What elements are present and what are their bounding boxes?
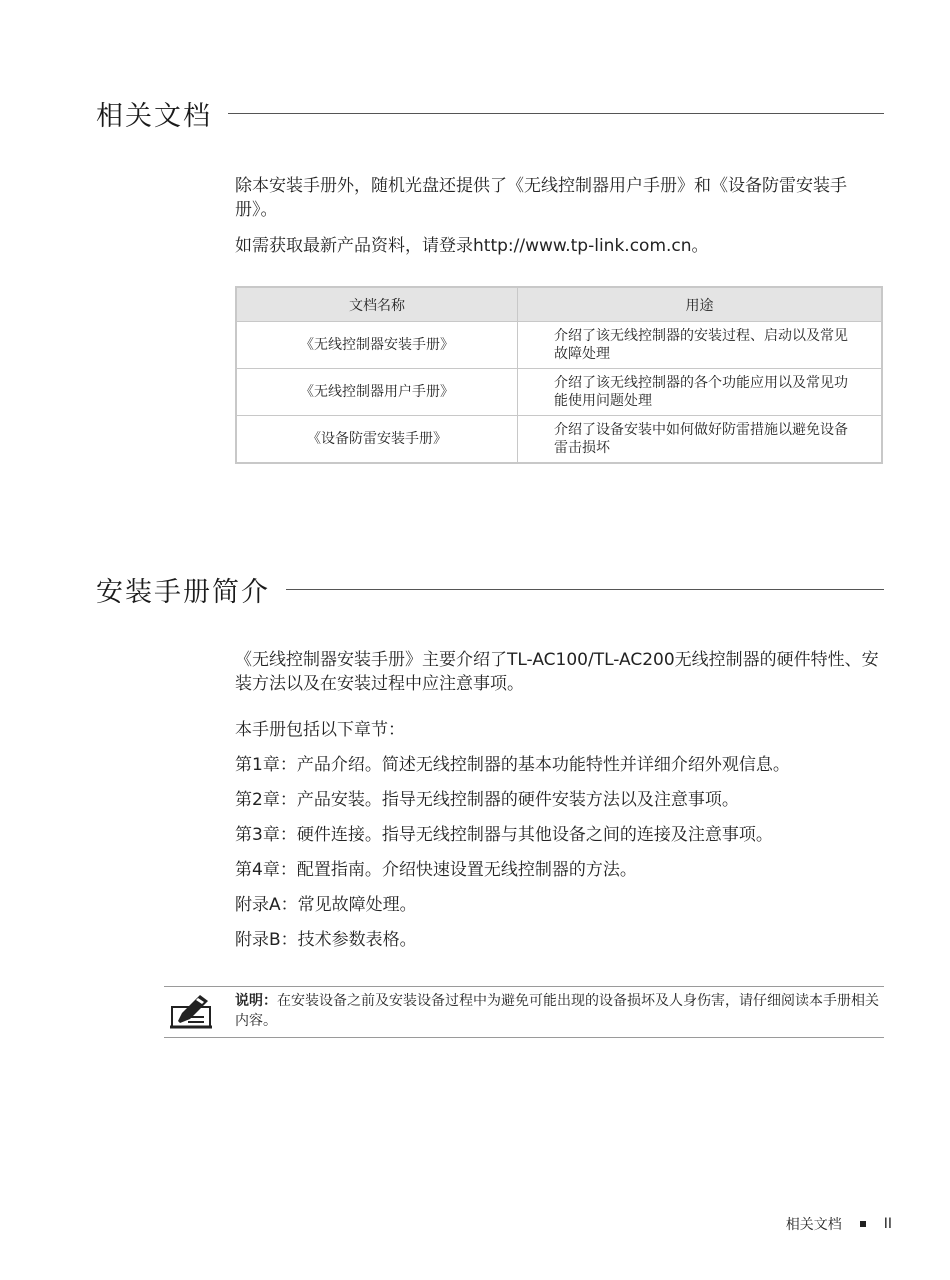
paragraph-manual-intro: 《无线控制器安装手册》主要介绍了TL-AC100/TL-AC200无线控制器的硬件特性、安装方法以及在安装过程中应注意事项。	[235, 650, 879, 694]
table-row	[236, 322, 882, 369]
note-box	[164, 986, 884, 1038]
list-item: 附录B：技术参数表格。	[235, 930, 417, 950]
section-header-manual-intro	[96, 570, 884, 609]
page-footer	[786, 1214, 892, 1234]
list-item: 附录A：常见故障处理。	[235, 895, 417, 915]
page-number: II	[883, 1216, 892, 1232]
section-title: 安装手册简介	[96, 577, 270, 608]
table-cell-name: 《无线控制器安装手册》	[236, 322, 518, 369]
table-cell-use: 介绍了该无线控制器的安装过程、启动以及常见故障处理	[518, 322, 883, 369]
table-header-row	[236, 287, 882, 322]
table-cell-name: 《无线控制器用户手册》	[236, 369, 518, 416]
chapter-list	[235, 718, 885, 963]
note-label: 说明：	[235, 993, 277, 1009]
section-rule	[228, 113, 884, 114]
footer-section-title: 相关文档	[785, 1217, 842, 1233]
column-header-use: 用途	[518, 287, 883, 322]
note-pencil-icon	[168, 993, 216, 1031]
table-cell-use: 介绍了该无线控制器的各个功能应用以及常见功能使用问题处理	[518, 369, 883, 416]
table-cell-use: 介绍了设备安装中如何做好防雷措施以避免设备雷击损坏	[518, 416, 883, 464]
paragraph-link: 如需获取最新产品资料，请登录http://www.tp-link.com.cn。	[235, 236, 709, 256]
section-title: 相关文档	[96, 101, 212, 132]
column-header-name: 文档名称	[236, 287, 518, 322]
documents-table	[235, 286, 883, 464]
list-item: 本手册包括以下章节：	[235, 720, 405, 740]
note-text	[235, 991, 885, 1031]
table-row	[236, 369, 882, 416]
section-rule	[286, 589, 884, 590]
list-item: 第1章：产品介绍。简述无线控制器的基本功能特性并详细介绍外观信息。	[235, 755, 790, 775]
footer-square-icon	[860, 1221, 866, 1227]
table-cell-name: 《设备防雷安装手册》	[236, 416, 518, 464]
list-item: 第3章：硬件连接。指导无线控制器与其他设备之间的连接及注意事项。	[235, 825, 773, 845]
list-item: 第2章：产品安装。指导无线控制器的硬件安装方法以及注意事项。	[235, 790, 739, 810]
paragraph-intro: 除本安装手册外，随机光盘还提供了《无线控制器用户手册》和《设备防雷安装手册》。	[235, 176, 847, 220]
section-header-related-docs	[96, 94, 884, 133]
note-body: 在安装设备之前及安装设备过程中为避免可能出现的设备损坏及人身伤害，请仔细阅读本手册相关内容。	[235, 993, 879, 1029]
table-row	[236, 416, 882, 464]
list-item: 第4章：配置指南。介绍快速设置无线控制器的方法。	[235, 860, 637, 880]
